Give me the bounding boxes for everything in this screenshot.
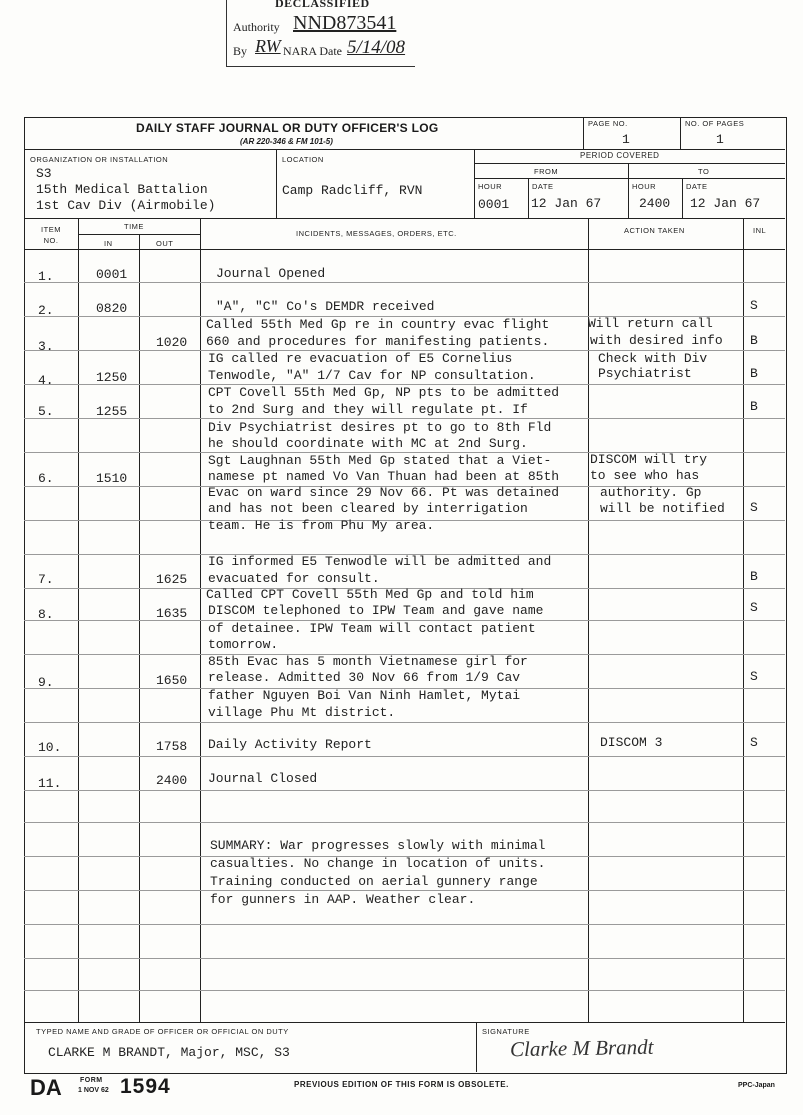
authority-label: Authority: [233, 20, 280, 34]
time-in: 1250: [96, 370, 128, 385]
item-number: 1.: [38, 269, 54, 284]
col-action-header: ACTION TAKEN: [624, 226, 685, 235]
item-number: 5.: [38, 404, 54, 419]
from-hour-label: HOUR: [478, 182, 503, 191]
time-out: 1650: [156, 673, 188, 688]
from-hour-value: 0001: [478, 197, 510, 212]
col-out-header: OUT: [156, 239, 174, 248]
from-date-value: 12 Jan 67: [531, 196, 602, 211]
time-in: 1510: [96, 471, 128, 486]
item-number: 3.: [38, 339, 54, 354]
summary-line: for gunners in AAP. Weather clear.: [210, 892, 476, 907]
item-number: 4.: [38, 373, 54, 388]
by-label: By: [233, 44, 248, 58]
action-line: Psychiatrist: [598, 366, 692, 381]
signature: Clarke M Brandt: [509, 1034, 654, 1062]
incident-line: Daily Activity Report: [208, 737, 372, 752]
org-label: ORGANIZATION OR INSTALLATION: [30, 155, 169, 164]
inl-mark: B: [750, 366, 758, 381]
action-line: with desired info: [590, 333, 723, 348]
from-label: FROM: [534, 167, 559, 176]
incident-line: "A", "C" Co's DEMDR received: [216, 299, 435, 314]
officer-name: CLARKE M BRANDT, Major, MSC, S3: [48, 1045, 290, 1060]
summary-line: SUMMARY: War progresses slowly with minimal: [210, 838, 546, 853]
incident-line: Called 55th Med Gp re in country evac flight: [206, 317, 550, 332]
org-line: 1st Cav Div (Airmobile): [36, 198, 216, 213]
time-out: 1635: [156, 606, 188, 621]
incident-line: IG called re evacuation of E5 Cornelius: [208, 351, 513, 366]
incident-line: 660 and procedures for manifesting patients.: [206, 334, 550, 349]
inl-mark: B: [750, 569, 758, 584]
inl-mark: S: [750, 600, 758, 615]
to-label: TO: [698, 167, 710, 176]
time-in: 0001: [96, 267, 128, 282]
time-in: 0820: [96, 301, 128, 316]
summary-line: casualties. No change in location of units.: [210, 856, 546, 871]
period-covered-label: PERIOD COVERED: [580, 151, 660, 160]
incident-line: Evac on ward since 29 Nov 66. Pt was detained: [208, 485, 560, 500]
inl-mark: S: [750, 735, 758, 750]
action-line: DISCOM will try: [590, 452, 708, 467]
item-number: 11.: [38, 776, 62, 791]
col-item-header: ITEM NO.: [41, 225, 61, 245]
form-regulation: (AR 220-346 & FM 101-5): [240, 137, 333, 146]
action-line: DISCOM 3: [600, 735, 663, 750]
inl-mark: B: [750, 333, 758, 348]
time-out: 1625: [156, 572, 188, 587]
previous-edition-notice: PREVIOUS EDITION OF THIS FORM IS OBSOLETE.: [294, 1080, 509, 1089]
col-in-header: IN: [104, 239, 113, 248]
to-date-value: 12 Jan 67: [690, 196, 761, 211]
declassification-stamp: [226, 0, 415, 67]
time-out: 2400: [156, 773, 188, 788]
action-line: authority. Gp: [600, 485, 702, 500]
location-label: LOCATION: [282, 155, 324, 164]
org-line: 15th Medical Battalion: [36, 182, 208, 197]
incident-line: Journal Opened: [216, 266, 326, 281]
col-time-header: TIME: [124, 222, 144, 231]
action-line: Will return call: [588, 316, 713, 331]
signature-label: SIGNATURE: [482, 1027, 530, 1036]
incident-line: Tenwodle, "A" 1/7 Cav for NP consultation.: [208, 368, 536, 383]
incident-line: CPT Covell 55th Med Gp, NP pts to be admitted: [208, 385, 560, 400]
to-hour-label: HOUR: [632, 182, 657, 191]
incident-line: DISCOM telephoned to IPW Team and gave name: [208, 603, 544, 618]
incident-line: of detainee. IPW Team will contact patient: [208, 621, 536, 636]
to-hour-value: 2400: [639, 196, 671, 211]
action-line: to see who has: [590, 468, 700, 483]
nara-date-value: 5/14/08: [347, 37, 406, 58]
col-inl-header: INL: [753, 226, 767, 235]
item-number: 6.: [38, 471, 54, 486]
incident-line: village Phu Mt district.: [208, 705, 396, 720]
form-date: 1 NOV 62: [78, 1087, 109, 1094]
incident-line: 85th Evac has 5 month Vietnamese girl for: [208, 654, 528, 669]
incident-line: release. Admitted 30 Nov 66 from 1/9 Cav: [208, 670, 521, 685]
inl-mark: S: [750, 500, 758, 515]
to-date-label: DATE: [686, 182, 708, 191]
by-initials: RW: [255, 36, 281, 56]
incident-line: to 2nd Surg and they will regulate pt. If: [208, 402, 528, 417]
incident-line: Sgt Laughnan 55th Med Gp stated that a Viet-: [208, 453, 552, 468]
nara-date-label: NARA Date: [283, 44, 342, 58]
item-number: 2.: [38, 303, 54, 318]
time-out: 1020: [156, 335, 188, 350]
from-date-label: DATE: [532, 182, 554, 191]
item-number: 7.: [38, 572, 54, 587]
form-number: 1594: [120, 1075, 171, 1098]
item-number: 9.: [38, 675, 54, 690]
inl-mark: S: [750, 669, 758, 684]
page-no-label: PAGE NO.: [588, 119, 628, 128]
action-line: will be notified: [600, 501, 725, 516]
item-number: 10.: [38, 740, 62, 755]
incident-line: Called CPT Covell 55th Med Gp and told him: [206, 587, 534, 602]
incident-line: Journal Closed: [208, 771, 318, 786]
org-line: S3: [36, 166, 52, 181]
time-out: 1758: [156, 739, 188, 754]
no-of-pages-value: 1: [716, 132, 724, 147]
inl-mark: B: [750, 399, 758, 414]
no-of-pages-label: NO. OF PAGES: [685, 119, 745, 128]
form-title: DAILY STAFF JOURNAL OR DUTY OFFICER'S LOG: [136, 121, 439, 135]
incident-line: team. He is from Phu My area.: [208, 518, 435, 533]
form-da-label: DA: [30, 1075, 62, 1100]
officer-label: TYPED NAME AND GRADE OF OFFICER OR OFFICIAL ON DUTY: [36, 1027, 289, 1036]
declassified-header: DECLASSIFIED: [275, 0, 370, 10]
action-line: Check with Div: [598, 351, 708, 366]
incident-line: namese pt named Vo Van Thuan had been at 85th: [208, 469, 560, 484]
form-word: FORM: [80, 1077, 103, 1084]
inl-mark: S: [750, 298, 758, 313]
org-block: [36, 166, 215, 214]
incident-line: Div Psychiatrist desires pt to go to 8th Fld: [208, 420, 552, 435]
page-no-value: 1: [622, 132, 630, 147]
time-in: 1255: [96, 404, 128, 419]
incident-line: he should coordinate with MC at 2nd Surg.: [208, 436, 528, 451]
location-value: Camp Radcliff, RVN: [282, 183, 423, 198]
incident-line: tomorrow.: [208, 637, 279, 652]
summary-line: Training conducted on aerial gunnery range: [210, 874, 538, 889]
item-number: 8.: [38, 607, 54, 622]
printer-mark: PPC-Japan: [738, 1082, 775, 1089]
incident-line: father Nguyen Boi Van Ninh Hamlet, Mytai: [208, 688, 521, 703]
col-incidents-header: INCIDENTS, MESSAGES, ORDERS, ETC.: [296, 229, 457, 238]
incident-line: IG informed E5 Tenwodle will be admitted and: [208, 554, 552, 569]
authority-value: NND873541: [293, 12, 397, 34]
incident-line: evacuated for consult.: [208, 571, 380, 586]
incident-line: and has not been cleared by interrigation: [208, 501, 528, 516]
summary-block: [210, 837, 545, 909]
